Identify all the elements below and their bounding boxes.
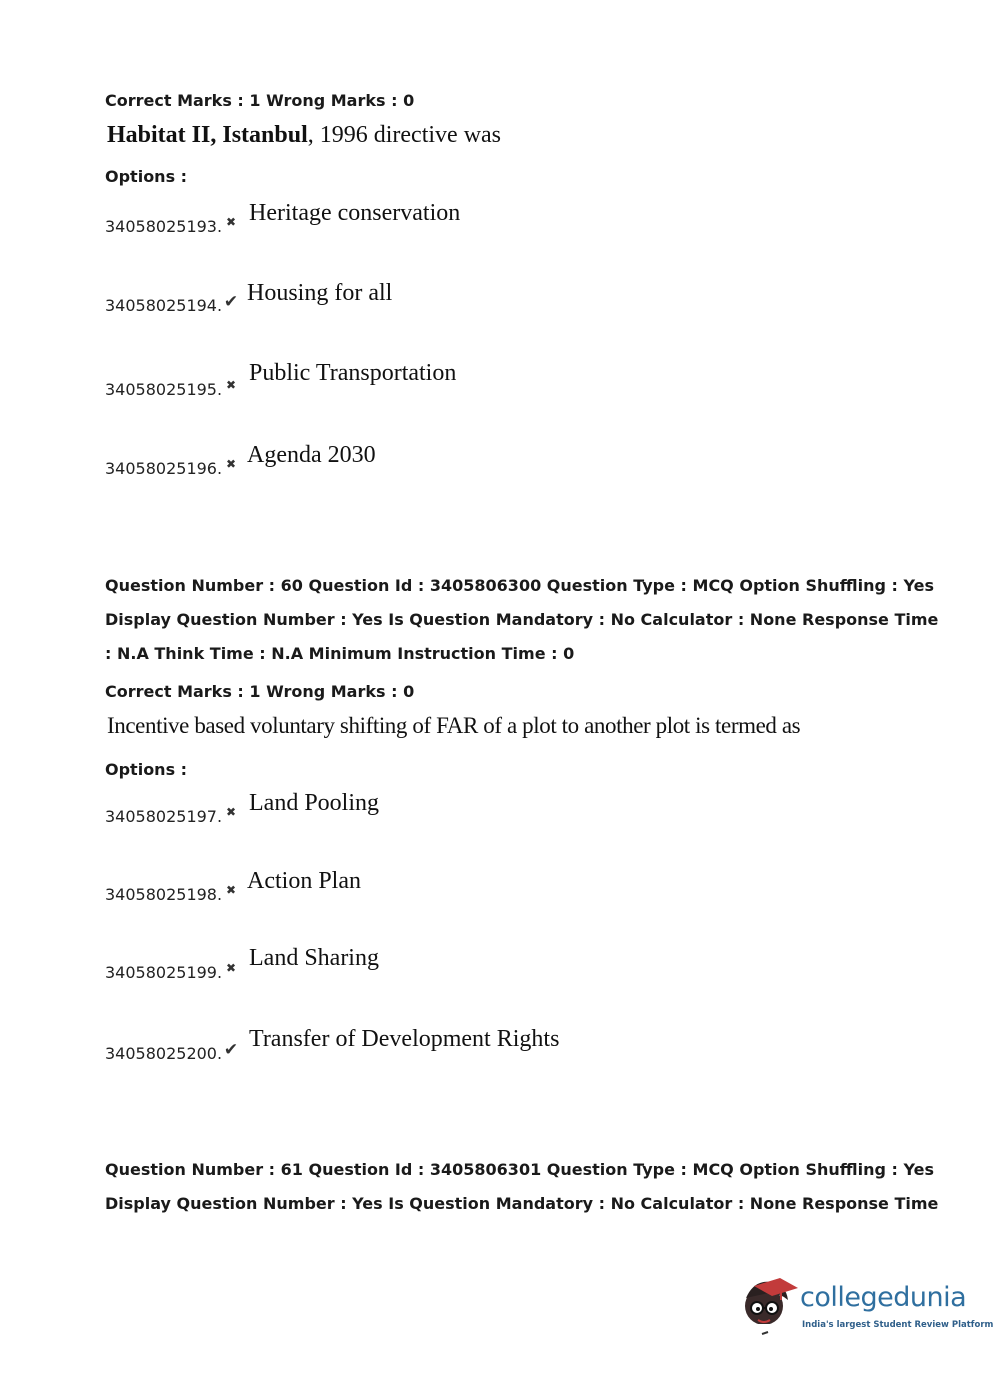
q59-question-rest: , 1996 directive was — [307, 122, 502, 148]
option-text: Land Sharing — [249, 945, 379, 971]
wrong-cross-icon: ✖ — [225, 457, 237, 471]
q60-question-text: Incentive based voluntary shifting of FAR of a plot to another plot is termed as — [107, 713, 801, 738]
option-id: 34058025199. — [105, 963, 223, 982]
q61-header-line-2: Display Question Number : Yes Is Question Mandatory : No Calculator : None Response Time — [105, 1194, 939, 1213]
option-id: 34058025195. — [105, 380, 223, 399]
wrong-cross-icon: ✖ — [225, 805, 237, 819]
option-text: Housing for all — [247, 280, 393, 306]
q60-header-line-1: Question Number : 60 Question Id : 3405806300 Question Type : MCQ Option Shuffling : Yes — [105, 576, 935, 595]
wrong-cross-icon: ✖ — [225, 883, 237, 897]
q60-header-line-2: Display Question Number : Yes Is Question Mandatory : No Calculator : None Response Time — [105, 610, 939, 629]
q59-question-bold: Habitat II, Istanbul — [107, 122, 308, 148]
correct-check-icon: ✔ — [223, 292, 239, 312]
q59-question-text — [107, 122, 501, 149]
correct-check-icon: ✔ — [223, 1040, 239, 1060]
q60-header-line-3: : N.A Think Time : N.A Minimum Instruction Time : 0 — [105, 644, 575, 663]
q60-options-label: Options : — [105, 760, 188, 779]
option-id: 34058025198. — [105, 885, 223, 904]
option-id: 34058025200. — [105, 1044, 223, 1063]
option-text: Heritage conservation — [249, 200, 461, 226]
option-text: Action Plan — [247, 868, 361, 894]
q60-marks: Correct Marks : 1 Wrong Marks : 0 — [105, 682, 415, 701]
logo-wordmark: collegedunia — [800, 1282, 967, 1313]
q61-header-line-1: Question Number : 61 Question Id : 3405806301 Question Type : MCQ Option Shuffling : Yes — [105, 1160, 935, 1179]
option-text: Transfer of Development Rights — [249, 1026, 560, 1052]
q59-options-label: Options : — [105, 167, 188, 186]
wrong-cross-icon: ✖ — [225, 215, 237, 229]
option-id: 34058025197. — [105, 807, 223, 826]
wrong-cross-icon: ✖ — [225, 378, 237, 392]
option-id: 34058025196. — [105, 459, 223, 478]
option-text: Public Transportation — [249, 360, 457, 386]
option-text: Agenda 2030 — [247, 442, 376, 468]
collegedunia-logo — [740, 1272, 994, 1342]
wrong-cross-icon: ✖ — [225, 961, 237, 975]
option-id: 34058025193. — [105, 217, 223, 236]
q59-marks: Correct Marks : 1 Wrong Marks : 0 — [105, 91, 415, 110]
option-text: Land Pooling — [249, 790, 379, 816]
logo-tagline: India's largest Student Review Platform — [802, 1320, 994, 1330]
mascot-icon — [740, 1272, 798, 1338]
option-id: 34058025194. — [105, 296, 223, 315]
